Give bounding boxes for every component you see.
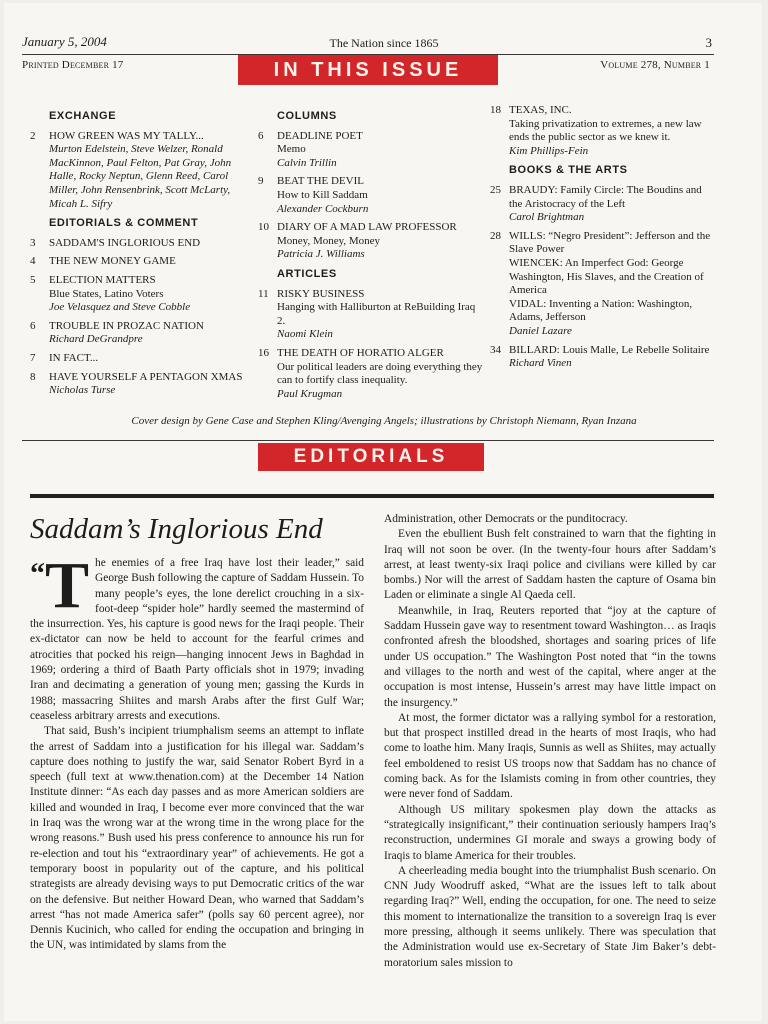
toc-section-heading: BOOKS & THE ARTS — [509, 164, 628, 177]
issue-date: January 5, 2004 — [22, 34, 107, 49]
toc-entry-body — [277, 288, 483, 342]
toc-page-number: 11 — [258, 287, 269, 300]
toc-entry-body — [49, 320, 250, 347]
toc-page-number: 18 — [490, 104, 501, 116]
toc-entry-author: Carol Brightman — [509, 211, 585, 224]
toc-entry — [258, 221, 483, 262]
toc-page-number: 4 — [30, 255, 36, 268]
toc-entry-author: Naomi Klein — [277, 328, 333, 341]
editorial-paragraph: he enemies of a free Iraq have lost their leader,” said George Bush following the capture of Saddam Hussein. To many people’s eyes, the lone derelict crouching in a six-foot-deep “spider hole” hardly seemed the mastermind of the insurrection. Yes, his capture is good news for the Iraqi people. Their ex-dictator can now be held to account for the fearful crimes and atrocities that pocked his reign—hanging innocent Jews in Baghdad in 1969; ordering a third of Baath Party officials shot in 1979; invading Iran and decimating a generation of young men; gassing the Kurds in 1988; massacring Shiites and marsh Arabs after the first Gulf War; ceaseless arbitrary arrests and executions. — [30, 557, 364, 722]
volume-number: Volume 278, Number 1 — [600, 59, 710, 71]
toc-section-heading: EXCHANGE — [49, 110, 117, 122]
toc-section-heading: EDITORIALS & COMMENT — [49, 217, 199, 230]
toc-entry-dek: How to Kill Saddam — [277, 188, 368, 201]
toc-entry-author: Richard Vinen — [509, 357, 572, 370]
toc-entry-title: RISKY BUSINESS — [277, 287, 365, 300]
toc-entry-title: DEADLINE POET — [277, 129, 363, 142]
toc-entry-body — [49, 371, 250, 398]
toc-entry-title: BEAT THE DEVIL — [277, 175, 364, 188]
toc-entry-title: WILLS: “Negro President”: Jefferson and the Slave Power — [509, 229, 711, 256]
toc-entry-body — [277, 130, 483, 171]
toc-page-number: 10 — [258, 221, 269, 234]
toc-section-heading: ARTICLES — [277, 267, 337, 280]
toc-column-middle — [258, 104, 483, 406]
editorials-banner: EDITORIALS — [258, 443, 484, 471]
editorial-paragraph: Meanwhile, in Iraq, Reuters reported that “joy at the capture of Saddam Hussein gave way to resentment toward Washington… as Iraqis confronted afresh the bloodshed, shortages and soaring prices of life under US occupation.” The Washington Post noted that “in the towns and villages to the north and west of the capital, where anger at the occupation is most intense, Hussein’s arrest may have little impact on the insurgency.” — [384, 604, 716, 709]
toc-entry-title: THE DEATH OF HORATIO ALGER — [277, 346, 444, 359]
toc-entry-author: Paul Krugman — [277, 387, 343, 400]
toc-entry-author: Murton Edelstein, Steve Welzer, Ronald MacKinnon, Paul Felton, Pat Gray, John Halle, Rocky Neptun, Glenn Reed, Carol Miller, John Rensenbrink, Scott McLarty, Micah L. Sifry — [49, 143, 232, 210]
drop-cap: “T — [30, 549, 90, 622]
toc-entry-body — [49, 130, 250, 212]
editorial-title: Saddam’s Inglorious End — [30, 513, 323, 545]
toc-entry — [258, 347, 483, 401]
toc-entry — [30, 371, 250, 398]
toc-entry-title: TEXAS, INC. — [509, 104, 572, 116]
toc-entry-title: SADDAM'S INGLORIOUS END — [49, 236, 201, 249]
toc-entry-body — [277, 221, 483, 262]
toc-entry-body — [277, 347, 483, 401]
toc-section-heading: COLUMNS — [277, 110, 337, 122]
toc-entry-title: TROUBLE IN PROZAC NATION — [49, 319, 204, 332]
editorial-paragraph: That said, Bush’s incipient triumphalism seems an attempt to inflate the arrest of Saddam into a justification for his illegal war. Saddam’s capture does nothing to justify the war, said Senator Robert Byrd in a speech (full text at www.thenation.com) at the December 14 Nation Institute dinner: “As each day passes and as more American soldiers are killed and wounded in Iraq, I become ever more convinced that the war in Iraq was the wrong war at the wrong time in the wrong place for the wrong reasons.” Bush used his press conference to announce his run for re-election and tout his “extraordinary year” of achievements. He got a temporary boost in popularity out of the capture, and his political strategists are already devising ways to put Democratic critics of the war on the defensive. But neither Howard Dean, who warned that Saddam’s arrest “has not made America safer” (polls say 60 percent agree), nor Dennis Kucinich, who called for ending the occupation and bringing in the UN, was intimidated by slams from the — [30, 725, 364, 952]
toc-entry-author: Joe Velasquez and Steve Cobble — [49, 301, 191, 314]
toc-entry-title: HAVE YOURSELF A PENTAGON XMAS — [49, 370, 243, 383]
toc-entry — [30, 130, 250, 212]
toc-entry-body — [509, 230, 715, 339]
toc-entry — [258, 130, 483, 171]
toc-entry-author: Patricia J. Williams — [277, 248, 365, 261]
toc-entry-dek: Blue States, Latino Voters — [49, 287, 164, 300]
editorial-paragraph: Administration, other Democrats or the punditocracy. — [384, 513, 628, 525]
toc-entry-author: Alexander Cockburn — [277, 202, 369, 215]
toc-entry — [490, 104, 715, 158]
in-this-issue-banner: IN THIS ISSUE — [238, 55, 498, 85]
printed-date: Printed December 17 — [22, 59, 124, 71]
masthead-line: The Nation since 1865 — [329, 36, 439, 50]
toc-entry — [490, 230, 715, 339]
toc-page-number: 9 — [258, 175, 264, 188]
toc-page-number: 34 — [490, 343, 501, 356]
toc-entry-title: BRAUDY: Family Circle: The Boudins and the Aristocracy of the Left — [509, 183, 702, 210]
toc-entry-dek: WIENCEK: An Imperfect God: George Washington, His Slaves, and the Creation of America VIDAL: Inventing a Nation: Washington, Adams, Jefferson — [509, 256, 704, 324]
toc-entry-body — [49, 352, 250, 366]
toc-entry-body — [509, 344, 715, 371]
toc-entry — [258, 175, 483, 216]
toc-entry — [30, 237, 250, 251]
section-divider — [22, 440, 714, 441]
toc-entry — [30, 320, 250, 347]
editorial-top-rule — [30, 494, 714, 498]
toc-entry-title: DIARY OF A MAD LAW PROFESSOR — [277, 221, 457, 234]
toc-entry-body — [49, 237, 250, 251]
toc-entry-title: ELECTION MATTERS — [49, 273, 156, 286]
toc-entry-dek: Hanging with Halliburton at ReBuilding Iraq 2. — [277, 301, 476, 327]
toc-entry-author: Richard DeGrandpre — [49, 333, 143, 346]
toc-page-number: 8 — [30, 370, 36, 383]
toc-entry-dek: Taking privatization to extremes, a new law ends the public sector as we knew it. — [509, 117, 702, 144]
toc-entry-body — [509, 104, 715, 158]
toc-entry-title: HOW GREEN WAS MY TALLY... — [49, 129, 204, 142]
toc-entry — [490, 344, 715, 371]
toc-entry-title: IN FACT... — [49, 351, 99, 364]
toc-page-number: 16 — [258, 346, 269, 359]
toc-entry-body — [49, 274, 250, 315]
toc-entry — [490, 184, 715, 225]
editorial-column-left — [30, 549, 364, 954]
toc-entry-title: BILLARD: Louis Malle, Le Rebelle Solitaire — [509, 343, 710, 356]
toc-page-number: 7 — [30, 351, 36, 364]
toc-column-right — [490, 104, 715, 376]
toc-entry — [30, 274, 250, 315]
editorial-paragraph: Even the ebullient Bush felt constrained to warn that the fighting in Iraq will not soon be over. (In the twenty-four hours after Saddam’s arrest, at least twenty-six Iraqi police and civilians were killed by car bombs.) Nor will the arrest of Saddam hasten the capture of Osama bin Laden or eliminate a single Al Qaeda cell. — [384, 528, 716, 602]
toc-page-number: 25 — [490, 183, 501, 196]
toc-entry-body — [49, 255, 250, 269]
toc-page-number: 28 — [490, 229, 501, 242]
toc-entry-dek: Our political leaders are doing everything they can to fortify class inequality. — [277, 360, 483, 387]
toc-entry — [30, 255, 250, 269]
toc-entry — [258, 288, 483, 342]
editorial-paragraph: A cheerleading media bought into the triumphalist Bush scenario. On CNN Judy Woodruff asked, “What are the issues left to talk about regarding Iraq?” Well, ending the occupation, for one. The need to seize this moment to internationalize the transition to a sovereign Iraq is ever more pressing, although it seems unlikely. There was speculation that the Administration would use ex-Secretary of State Jim Baker’s debt-moratorium sales mission to — [384, 864, 716, 969]
editorial-column-right — [384, 512, 716, 971]
toc-entry — [30, 352, 250, 366]
cover-credit: Cover design by Gene Case and Stephen Kling/Avenging Angels; illustrations by Christoph Niemann, Ryan Inzana — [131, 415, 637, 427]
editorial-paragraph: Although US military spokesmen play down the attacks as “strategically insignificant,” their continuation seriously hampers Iraq’s reconstruction, undermines GI morale and sways a growing body of Iraqis to blame America for their troubles. — [384, 803, 716, 862]
toc-entry-body — [509, 184, 715, 225]
toc-column-left — [30, 104, 250, 403]
editorial-paragraph: At most, the former dictator was a rallying symbol for a restoration, but that prospect instilled dread in the hearts of most Iraqis, who had come to loathe him. Many Iraqis, Sunnis as well as Shiites, may actually feel emboldened to resist US troops now that Saddam has no chance of coming back. As for the Islamists coming in from other countries, they were never fond of Saddam. — [384, 711, 716, 801]
toc-entry-author: Kim Phillips-Fein — [509, 144, 589, 157]
toc-page-number: 5 — [30, 273, 36, 286]
toc-entry-body — [277, 175, 483, 216]
page-number: 3 — [705, 35, 712, 50]
toc-entry-author: Nicholas Turse — [49, 384, 116, 397]
toc-entry-author: Calvin Trillin — [277, 156, 337, 169]
toc-page-number: 6 — [258, 129, 264, 142]
toc-entry-author: Daniel Lazare — [509, 324, 572, 337]
toc-page-number: 3 — [30, 236, 36, 249]
toc-entry-title: THE NEW MONEY GAME — [49, 255, 176, 268]
toc-page-number: 6 — [30, 319, 36, 332]
toc-entry-dek: Money, Money, Money — [277, 234, 381, 247]
toc-entry-dek: Memo — [277, 143, 306, 156]
toc-page-number: 2 — [30, 129, 36, 142]
